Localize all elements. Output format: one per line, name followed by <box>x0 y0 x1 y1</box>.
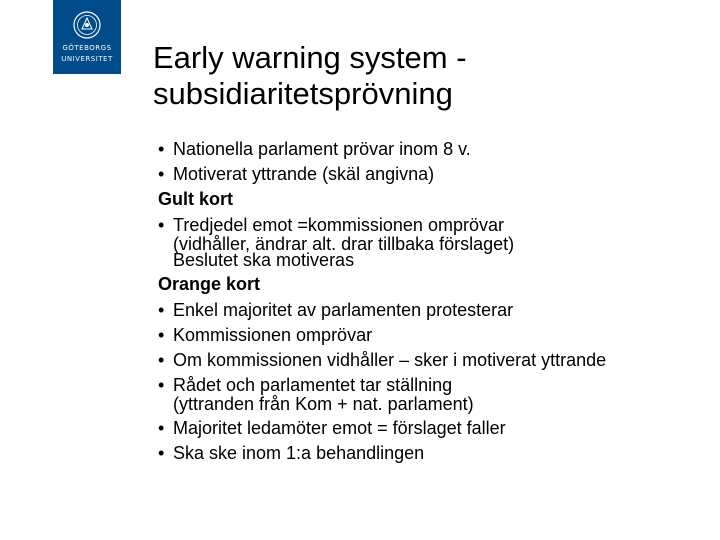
university-seal-icon <box>72 10 102 40</box>
bullet-item: • Ska ske inom 1:a behandlingen <box>158 442 698 464</box>
logo-text-line-2: UNIVERSITET <box>61 55 113 63</box>
bullet-item: • Motiverat yttrande (skäl angivna) <box>158 163 698 185</box>
university-logo <box>53 0 121 74</box>
title-line-2: subsidiaritetsprövning <box>153 76 453 111</box>
bullet-item <box>158 214 698 268</box>
bullet-item <box>158 374 698 412</box>
bullet-item: • Kommissionen omprövar <box>158 324 698 346</box>
bullet-text: Rådet och parlamentet tar ställning <box>173 375 453 395</box>
title-line-1: Early warning system - <box>153 40 467 75</box>
section-heading-gult-kort: Gult kort <box>158 189 233 209</box>
bullet-item: • Enkel majoritet av parlamenten protesterar <box>158 299 698 321</box>
bullet-item: • Om kommissionen vidhåller – sker i motiverat yttrande <box>158 349 698 371</box>
bullet-item: • Majoritet ledamöter emot = förslaget faller <box>158 417 698 439</box>
slide-title <box>153 40 653 112</box>
bullet-continuation: (vidhåller, ändrar alt. drar tillbaka förslaget) <box>173 234 515 254</box>
bullet-continuation: Beslutet ska motiveras <box>173 250 355 270</box>
logo-text-line-1: GÖTEBORGS <box>62 44 112 52</box>
bullet-continuation: (yttranden från Kom + nat. parlament) <box>173 394 474 414</box>
section-heading-orange-kort: Orange kort <box>158 274 261 294</box>
slide-content <box>158 138 698 467</box>
bullet-text: Tredjedel emot =kommissionen omprövar <box>173 215 504 235</box>
bullet-item: • Nationella parlament prövar inom 8 v. <box>158 138 698 160</box>
